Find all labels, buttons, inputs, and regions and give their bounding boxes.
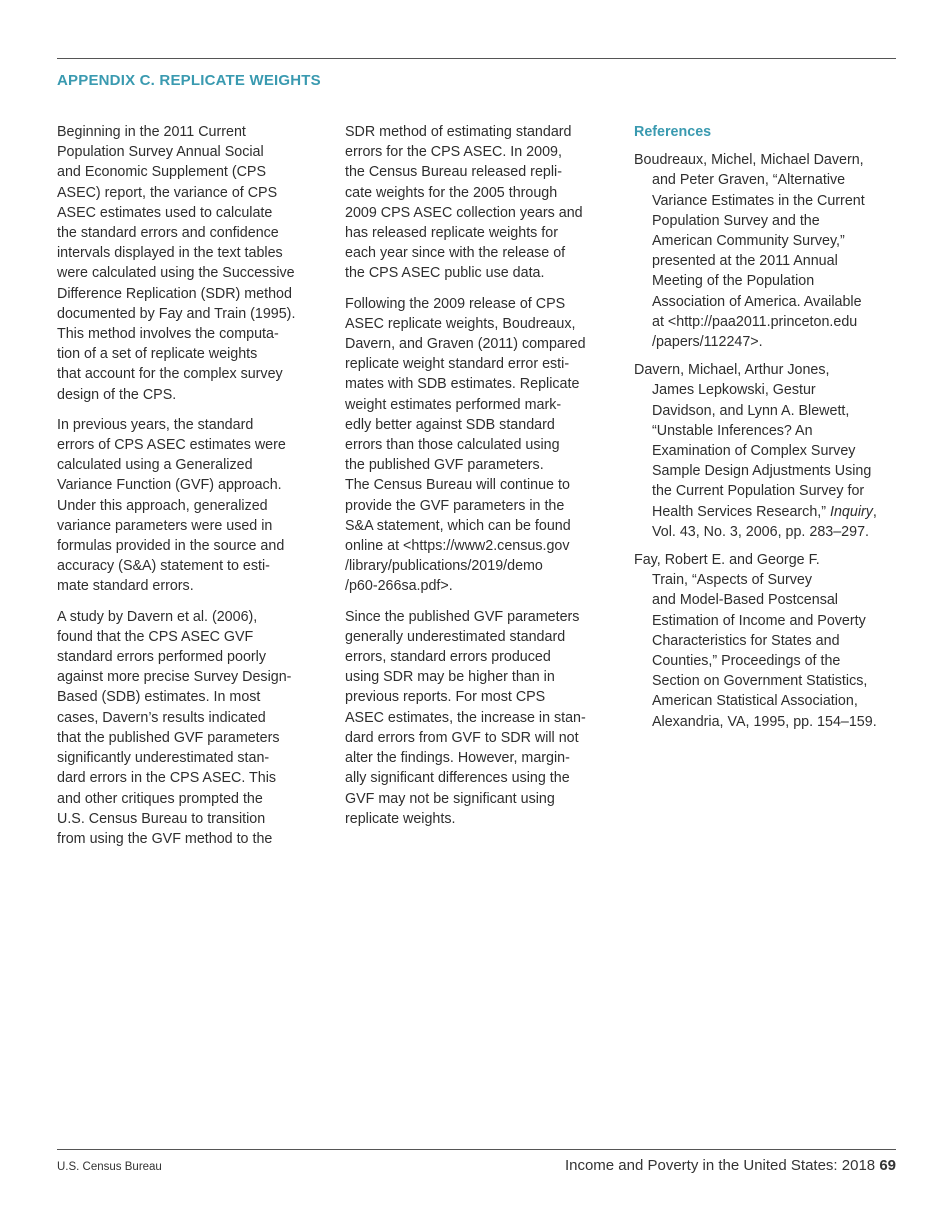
text-line: from using the GVF method to the [57,830,273,847]
text-line: replicate weights. [345,810,456,827]
text-line: against more precise Survey Design- [57,669,292,686]
footer-report-title [565,1157,896,1174]
paragraph [57,122,324,405]
text-line: The Census Bureau will continue to [345,477,570,494]
bottom-rule [57,1149,896,1150]
text-line: Fay, Robert E. and George F. [634,552,820,569]
reference-fay [634,550,900,732]
text-line: In previous years, the standard [57,416,254,433]
text-line: Population Survey Annual Social [57,144,264,161]
text-line: variance parameters were used in [57,517,273,534]
url-line[interactable]: at <http://paa2011.princeton.edu [652,313,858,330]
text-line: Beginning in the 2011 Current [57,124,246,140]
url-line[interactable]: /papers/112247>. [652,334,763,351]
text-line: errors for the CPS ASEC. In 2009, [345,144,562,161]
paragraph [345,122,613,284]
text-line: American Community Survey,” [652,233,845,250]
text-line: ASEC estimates, the increase in stan- [345,709,586,726]
url-line[interactable]: /p60-266sa.pdf>. [345,578,453,595]
text-line: the Census Bureau released repli- [345,164,562,181]
text-fragment: Health Services Research,” [652,503,830,520]
text-line: provide the GVF parameters in the [345,497,565,514]
text-line: GVF may not be significant using [345,790,555,807]
text-line: the CPS ASEC public use data. [345,265,545,282]
paragraph [57,607,324,849]
column-2 [345,122,613,839]
text-line: Under this approach, generalized [57,497,268,514]
text-line: This method involves the computa- [57,326,279,343]
url-line[interactable]: /library/publications/2019/demo [345,558,543,575]
text-line: A study by Davern et al. (2006), [57,608,258,625]
text-line: dard errors from GVF to SDR will not [345,729,579,746]
text-line: Since the published GVF parameters [345,608,580,625]
text-line [634,502,900,522]
text-line: and other critiques prompted the [57,790,263,807]
text-line: each year since with the release of [345,245,566,262]
text-line: standard errors performed poorly [57,649,266,666]
journal-title: Inquiry [830,503,873,520]
text-line: found that the CPS ASEC GVF [57,628,254,645]
text-line: Based (SDB) estimates. In most [57,689,261,706]
text-line: significantly underestimated stan- [57,750,270,767]
text-line: dard errors in the CPS ASEC. This [57,770,277,787]
text-line: Boudreaux, Michel, Michael Davern, [634,152,864,169]
text-line: Following the 2009 release of CPS [345,295,566,312]
text-line: mates with SDB estimates. Replicate [345,376,580,393]
text-line: American Statistical Association, [652,693,858,710]
text-line: Sample Design Adjustments Using [652,463,872,480]
text-line: alter the findings. However, margin- [345,750,570,767]
text-line: Meeting of the Population [652,273,815,290]
references-column [634,122,900,740]
text-line: Variance Estimates in the Current [652,192,865,209]
text-line: ally significant differences using the [345,770,570,787]
text-line: 2009 CPS ASEC collection years and [345,204,583,221]
text-line: Difference Replication (SDR) method [57,285,292,302]
text-line: “Unstable Inferences? An [652,422,813,439]
text-line: mate standard errors. [57,578,194,595]
text-line: generally underestimated standard [345,628,566,645]
text-line: Davidson, and Lynn A. Blewett, [652,402,850,419]
text-line: errors of CPS ASEC estimates were [57,437,286,454]
reference-boudreaux [634,150,900,352]
text-line: and Model-Based Postcensal [652,592,838,609]
text-line: ASEC replicate weights, Boudreaux, [345,315,576,332]
text-line: design of the CPS. [57,386,177,403]
page-title: APPENDIX C. REPLICATE WEIGHTS [57,72,321,89]
references-heading: References [634,124,712,140]
text-line: using SDR may be higher than in [345,669,555,686]
text-line: previous reports. For most CPS [345,689,546,706]
text-line: James Lepkowski, Gestur [652,382,816,399]
text-line: formulas provided in the source and [57,538,285,555]
text-line: SDR method of estimating standard [345,124,572,140]
text-line: presented at the 2011 Annual [652,253,838,270]
text-line: has released replicate weights for [345,225,558,242]
text-line: Estimation of Income and Poverty [652,612,866,629]
text-line: edly better against SDB standard [345,416,555,433]
text-line: Alexandria, VA, 1995, pp. 154–159. [652,713,877,730]
footer-publisher: U.S. Census Bureau [57,1161,162,1173]
text-line: Association of America. Available [652,293,862,310]
text-line: weight estimates performed mark- [345,396,562,413]
text-line: tion of a set of replicate weights [57,346,258,363]
text-line: S&A statement, which can be found [345,517,571,534]
text-line: Characteristics for States and [652,632,840,649]
text-line: replicate weight standard error esti- [345,356,570,373]
paragraph [345,294,613,597]
text-line: ASEC estimates used to calculate [57,204,273,221]
text-line: cate weights for the 2005 through [345,184,558,201]
text-line: Counties,” Proceedings of the [652,653,841,670]
page-number: 69 [879,1157,896,1174]
text-line: accuracy (S&A) statement to esti- [57,558,270,575]
text-line: Section on Government Statistics, [652,673,868,690]
text-line: errors than those calculated using [345,437,560,454]
text-line: the standard errors and confidence [57,225,279,242]
text-line: Davern, and Graven (2011) compared [345,336,586,353]
text-line: and Economic Supplement (CPS [57,164,267,181]
text-line: Examination of Complex Survey [652,443,856,460]
text-line: cases, Davern’s results indicated [57,709,266,726]
text-line: documented by Fay and Train (1995). [57,305,296,322]
paragraph [345,607,613,829]
paragraph [57,415,324,597]
text-line: ASEC) report, the variance of CPS [57,184,278,201]
reference-davern [634,360,900,542]
text-line: calculated using a Generalized [57,457,253,474]
column-1 [57,122,324,859]
footer-title-text: Income and Poverty in the United States: 2018 [564,1157,876,1174]
text-line: Davern, Michael, Arthur Jones, [634,362,830,379]
text-line: and Peter Graven, “Alternative [652,172,846,189]
text-line: intervals displayed in the text tables [57,245,283,262]
text-line: Vol. 43, No. 3, 2006, pp. 283–297. [652,523,870,540]
text-line: U.S. Census Bureau to transition [57,810,266,827]
text-line: Population Survey and the [652,212,820,229]
top-rule [57,58,896,59]
url-line[interactable]: online at <https://www2.census.gov [345,538,570,555]
text-line: that account for the complex survey [57,366,283,383]
text-line: the Current Population Survey for [652,483,865,500]
text-line: errors, standard errors produced [345,649,551,666]
text-line: Train, “Aspects of Survey [652,572,812,589]
text-line: Variance Function (GVF) approach. [57,477,282,494]
text-fragment: , [872,503,877,520]
text-line: the published GVF parameters. [345,457,544,474]
text-line: were calculated using the Successive [57,265,295,282]
text-line: that the published GVF parameters [57,729,280,746]
